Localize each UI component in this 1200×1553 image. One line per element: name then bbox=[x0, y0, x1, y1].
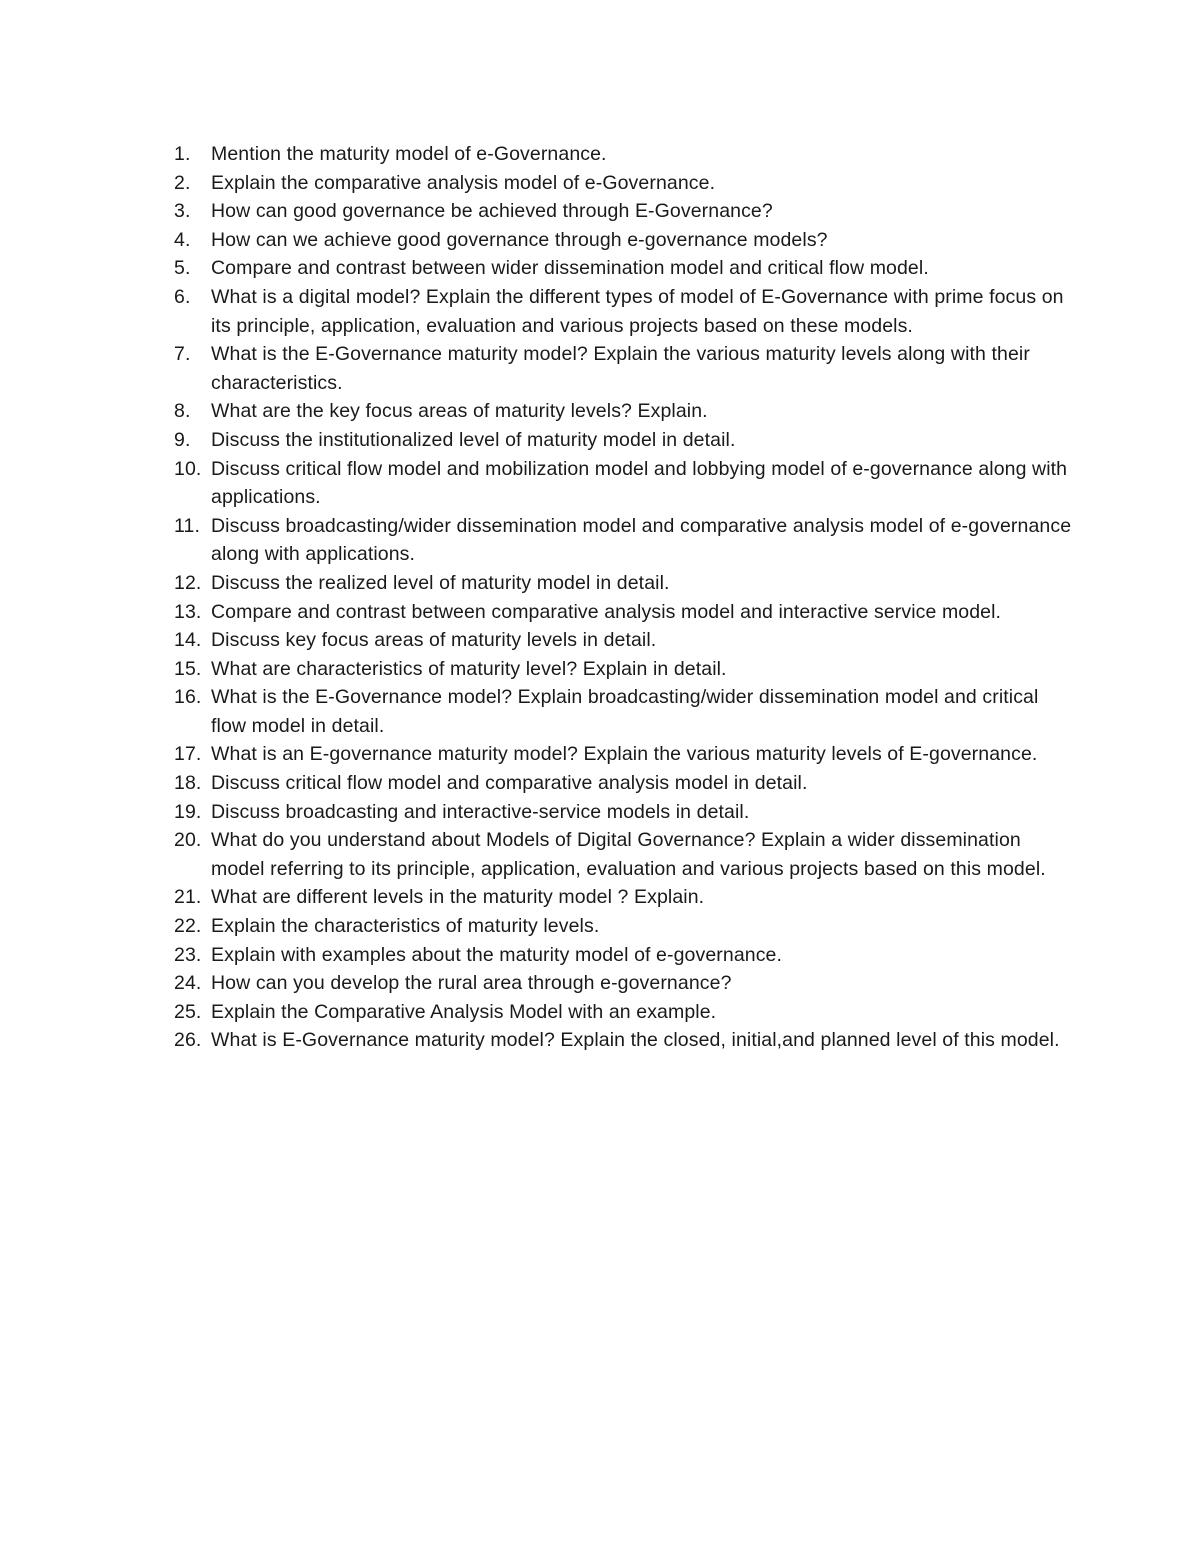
question-item bbox=[174, 283, 1074, 340]
question-text: Explain with examples about the maturity model of e-governance. bbox=[211, 943, 783, 966]
question-text: What is E-Governance maturity model? Explain the closed, initial,and planned level of this model. bbox=[211, 1029, 1060, 1052]
question-item bbox=[174, 769, 1074, 798]
question-item bbox=[174, 941, 1074, 970]
question-number: 14. bbox=[174, 629, 202, 652]
question-item bbox=[174, 1026, 1074, 1055]
question-number: 9. bbox=[174, 428, 191, 451]
question-number: 22. bbox=[174, 915, 202, 938]
question-text: Discuss broadcasting/wider dissemination model and comparative analysis model of e-governance along with applications. bbox=[211, 514, 1072, 566]
question-item bbox=[174, 598, 1074, 627]
question-number: 6. bbox=[174, 285, 191, 308]
question-text: How can you develop the rural area through e-governance? bbox=[211, 972, 732, 995]
question-text: Compare and contrast between comparative analysis model and interactive service model. bbox=[211, 600, 1002, 623]
question-number: 7. bbox=[174, 343, 191, 366]
question-text: Explain the characteristics of maturity levels. bbox=[211, 915, 600, 938]
question-item bbox=[174, 197, 1074, 226]
question-number: 2. bbox=[174, 171, 191, 194]
question-text: Discuss critical flow model and mobilization model and lobbying model of e-governance along with applications. bbox=[211, 457, 1068, 509]
question-number: 21. bbox=[174, 886, 202, 909]
question-number: 10. bbox=[174, 457, 202, 480]
question-text: What do you understand about Models of Digital Governance? Explain a wider dissemination model referring to its principle, application, evaluation and various projects based on this model. bbox=[211, 829, 1046, 880]
question-number: 11. bbox=[174, 514, 200, 537]
question-number: 18. bbox=[174, 772, 202, 795]
question-text: What is a digital model? Explain the different types of model of E-Governance with prime focus on its principle, application, evaluation and various projects based on these models. bbox=[211, 285, 1064, 337]
question-item bbox=[174, 998, 1074, 1027]
question-item bbox=[174, 969, 1074, 998]
question-number: 4. bbox=[174, 228, 191, 251]
question-number: 12. bbox=[174, 571, 202, 594]
question-number: 19. bbox=[174, 800, 202, 823]
question-number: 24. bbox=[174, 972, 202, 995]
question-item bbox=[174, 140, 1074, 169]
question-number: 5. bbox=[174, 257, 191, 280]
question-text: Discuss broadcasting and interactive-service models in detail. bbox=[211, 800, 750, 823]
question-text: What are the key focus areas of maturity levels? Explain. bbox=[211, 400, 708, 423]
question-item bbox=[174, 798, 1074, 827]
question-text: What is the E-Governance maturity model? Explain the various maturity levels along with their characteristics. bbox=[211, 343, 1030, 394]
question-item bbox=[174, 226, 1074, 255]
question-item bbox=[174, 626, 1074, 655]
question-item bbox=[174, 254, 1074, 283]
question-text: Explain the Comparative Analysis Model with an example. bbox=[211, 1000, 717, 1023]
question-item bbox=[174, 397, 1074, 426]
question-number: 8. bbox=[174, 400, 191, 423]
question-number: 25. bbox=[174, 1000, 202, 1023]
question-text: How can we achieve good governance through e-governance models? bbox=[211, 228, 828, 251]
question-text: Discuss the institutionalized level of maturity model in detail. bbox=[211, 428, 736, 451]
question-text: How can good governance be achieved through E-Governance? bbox=[211, 200, 773, 223]
question-text: Discuss the realized level of maturity model in detail. bbox=[211, 571, 670, 594]
question-number: 3. bbox=[174, 200, 191, 223]
question-item bbox=[174, 512, 1074, 569]
question-text: What is an E-governance maturity model? Explain the various maturity levels of E-governance. bbox=[211, 743, 1038, 766]
question-list bbox=[174, 140, 1074, 1055]
question-text: What are different levels in the maturity model ? Explain. bbox=[211, 886, 705, 909]
question-item bbox=[174, 340, 1074, 397]
question-item bbox=[174, 912, 1074, 941]
question-text: Discuss key focus areas of maturity levels in detail. bbox=[211, 629, 657, 652]
question-item bbox=[174, 455, 1074, 512]
question-item bbox=[174, 655, 1074, 684]
question-text: Discuss critical flow model and comparative analysis model in detail. bbox=[211, 772, 808, 795]
question-item bbox=[174, 683, 1074, 740]
question-text: What is the E-Governance model? Explain broadcasting/wider dissemination model and critical flow model in detail. bbox=[211, 686, 1039, 737]
question-text: What are characteristics of maturity level? Explain in detail. bbox=[211, 657, 727, 680]
question-text: Mention the maturity model of e-Governance. bbox=[211, 143, 607, 165]
question-item bbox=[174, 883, 1074, 912]
question-number: 16. bbox=[174, 686, 202, 709]
question-text: Explain the comparative analysis model of e-Governance. bbox=[211, 171, 716, 194]
question-item bbox=[174, 169, 1074, 198]
question-text: Compare and contrast between wider dissemination model and critical flow model. bbox=[211, 257, 929, 280]
question-item bbox=[174, 426, 1074, 455]
question-number: 20. bbox=[174, 829, 202, 852]
question-number: 23. bbox=[174, 943, 202, 966]
question-number: 26. bbox=[174, 1029, 202, 1052]
question-item bbox=[174, 740, 1074, 769]
question-item bbox=[174, 826, 1074, 883]
question-number: 13. bbox=[174, 600, 202, 623]
question-number: 15. bbox=[174, 657, 202, 680]
question-number: 1. bbox=[174, 143, 191, 165]
question-item bbox=[174, 569, 1074, 598]
question-number: 17. bbox=[174, 743, 202, 766]
